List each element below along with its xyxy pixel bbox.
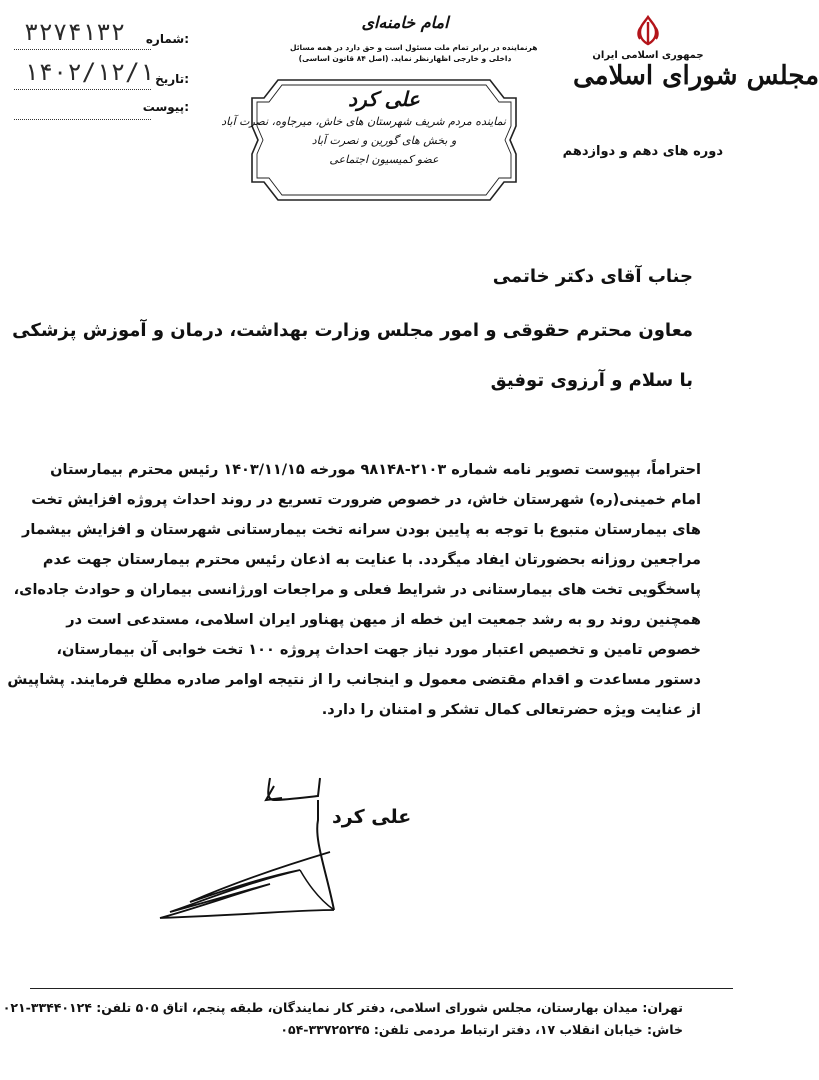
term-label: دوره های دهم و دوازدهم bbox=[562, 144, 723, 159]
addressee-title: معاون محترم حقوقی و امور مجلس وزارت بهداشت، درمان و آموزش پزشکی bbox=[12, 320, 693, 341]
body-line: های بیمارستان متبوع با توجه به پایین بودن سرانه تخت بیمارستانی شهرستان و افزایش بیشمار bbox=[22, 522, 701, 538]
parliament-title: مجلس شورای اسلامی bbox=[573, 61, 819, 91]
representative-line-2: و بخش های گورین و نصرت آباد bbox=[311, 134, 457, 147]
body-line: از عنایت ویژه حضرتعالی کمال تشکر و امتنان را دارد. bbox=[321, 702, 701, 718]
representative-name: علی کرد bbox=[348, 87, 420, 111]
number-label: شماره: bbox=[145, 32, 189, 46]
republic-label: جمهوری اسلامی ایران bbox=[592, 50, 704, 61]
number-dotted-line bbox=[14, 49, 151, 50]
date-label: تاریخ: bbox=[155, 72, 189, 86]
number-value: ۳۲۷۴۱۳۲ bbox=[24, 18, 126, 46]
parliament-header bbox=[573, 14, 819, 91]
addressee-name: جناب آقای دکتر خاتمی bbox=[492, 266, 693, 287]
attachment-label: پیوست: bbox=[142, 100, 189, 114]
attachment-dotted-line bbox=[14, 119, 151, 120]
iran-emblem-icon bbox=[631, 14, 665, 48]
representative-line-1: نماینده مردم شریف شهرستان های خاش، میرجاوه، نصرت آباد bbox=[221, 115, 506, 128]
signatory-name: علی کرد bbox=[332, 806, 412, 828]
motto-signature: امام خامنه‌ای bbox=[361, 13, 449, 32]
body-line: همچنین روند رو به رشد جمعیت این خطه از میهن پهناور ایران اسلامی، مستدعی است در bbox=[66, 612, 701, 628]
greeting: با سلام و آرزوی توفیق bbox=[490, 370, 693, 391]
body-line: دستور مساعدت و اقدام مقتضی معمول و اینجانب را از نتیجه اوامر صادره مطلع فرمایند. پشاپیش bbox=[7, 672, 701, 688]
footer-khash-address: خاش: خیابان انقلاب ۱۷، دفتر ارتباط مردمی تلفن: ۳۳۷۲۵۲۴۵-۰۵۴ bbox=[280, 1022, 683, 1037]
notice-line-2: داخلی و خارجی اظهارنظر نماید. (اصل ۸۴ قانون اساسی) bbox=[298, 54, 512, 63]
date-row bbox=[14, 58, 189, 98]
body-line: پاسخگویی تخت های بیمارستانی در شرایط فعلی و مراجعات اورژانسی بیماران و حوادث جاده‌ای، bbox=[13, 582, 701, 598]
attachment-row bbox=[14, 98, 189, 124]
footer-rule bbox=[30, 988, 733, 989]
notice-header bbox=[290, 12, 538, 64]
body-line: خصوص تامین و تخصیص اعتبار مورد نیاز جهت احداث پروژه ۱۰۰ تخت خوابی آن بیمارستان، bbox=[56, 642, 701, 658]
date-dotted-line bbox=[14, 89, 151, 90]
handwritten-signature bbox=[150, 760, 350, 930]
notice-line-1: هرنماینده در برابر تمام ملت مسئول است و حق دارد در همه مسائل bbox=[290, 43, 538, 52]
representative-line-3: عضو کمیسیون اجتماعی bbox=[329, 153, 439, 166]
body-line: امام خمینی(ره) شهرستان خاش، در خصوص ضرورت تسریع در روند احداث پروژه افزایش تخت bbox=[31, 492, 701, 508]
body-line: احتراماً، بپیوست تصویر نامه شماره ۲۱۰۳-۹۸۱۴۸ مورخه ۱۴۰۳/۱۱/۱۵ رئیس محترم بیمارستان bbox=[50, 462, 701, 478]
representative-box bbox=[221, 86, 506, 169]
number-row bbox=[14, 18, 189, 58]
body-line: مراجعین روزانه بحضورتان ایفاد میگردد. با عنایت به اذعان رئیس محترم بیمارستان جهت عدم bbox=[42, 552, 701, 568]
date-value: ۱۴۰۲/۱۲/۱ bbox=[24, 58, 155, 86]
letter-body bbox=[7, 455, 701, 725]
letter-meta bbox=[14, 18, 189, 124]
footer-tehran-address: تهران: میدان بهارستان، مجلس شورای اسلامی، دفتر کار نمایندگان، طبقه پنجم، اتاق ۵۰۵ تلفن: ۳۳۴۴۰۱۲۴-۰۲۱ bbox=[2, 1000, 683, 1015]
